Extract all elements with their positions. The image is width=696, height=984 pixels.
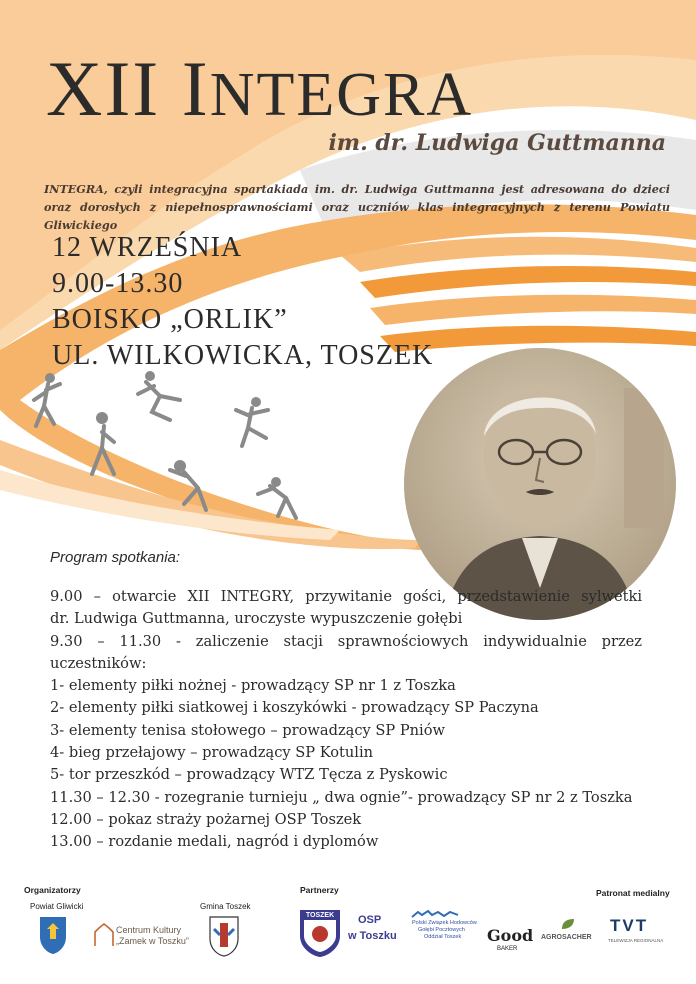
powiat-label: Powiat Gliwicki bbox=[30, 902, 84, 911]
pigeon-line2: Gołębi Pocztowych bbox=[418, 927, 465, 933]
coat-of-arms-powiat-icon bbox=[38, 915, 68, 955]
centrum-line2: „Zamek w Toszku” bbox=[116, 936, 189, 946]
list-item: 3- elementy tenisa stołowego – prowadzący SP Pniów bbox=[50, 721, 446, 739]
good-baker-line2: BAKER bbox=[497, 946, 518, 952]
organizers-label: Organizatorzy bbox=[24, 885, 81, 895]
event-place: BOISKO „ORLIK” bbox=[52, 304, 288, 335]
centrum-line1: Centrum Kultury bbox=[116, 925, 182, 935]
pigeon-logo-icon bbox=[410, 909, 460, 919]
list-item: 11.30 – 12.30 - rozegranie turnieju „ dwa ognie”- prowadzący SP nr 2 z Toszka bbox=[50, 788, 633, 806]
portrait-photo-icon bbox=[404, 348, 676, 620]
list-item: 9.30 – 11.30 - zaliczenie stacji sprawnościowych indywidualnie przez bbox=[50, 632, 642, 650]
list-item: 12.00 – pokaz straży pożarnej OSP Toszek bbox=[50, 810, 362, 828]
event-time: 9.00-13.30 bbox=[52, 268, 184, 299]
toszek-badge-text: TOSZEK bbox=[305, 912, 335, 919]
list-item: 1- elementy piłki nożnej - prowadzący SP nr 1 z Toszka bbox=[50, 677, 456, 695]
list-item: dr. Ludwiga Guttmanna, uroczyste wypuszczenie gołębi bbox=[50, 610, 463, 628]
partners-label: Partnerzy bbox=[300, 885, 339, 895]
event-details bbox=[52, 230, 433, 374]
fire-brigade-badge-icon bbox=[298, 906, 342, 958]
list-item: 9.00 – otwarcie XII INTEGRY, przywitanie gości, przedstawienie sylwetki bbox=[50, 588, 642, 605]
subtitle: im. dr. Ludwiga Guttmanna bbox=[328, 130, 666, 156]
intro-text: INTEGRA, czyli integracyjna spartakiada im. dr. Ludwiga Guttmanna jest adresowana do dzieci oraz dorosłych z niepełnosprawnościami oraz uczniów klas integracyjnych z terenu Powiatu Gliwickiego bbox=[44, 182, 670, 232]
pigeon-line1: Polski Związek Hodowców bbox=[412, 920, 477, 926]
agrosacher-text: AGROSACHER bbox=[541, 934, 592, 941]
athlete-figures-icon bbox=[30, 370, 310, 520]
gmina-label: Gmina Toszek bbox=[200, 902, 251, 911]
page-title: XII INTEGRA bbox=[46, 45, 474, 132]
osp-line2: w Toszku bbox=[348, 930, 397, 942]
tvt-logo: TVT bbox=[610, 916, 649, 935]
castle-logo-icon bbox=[93, 922, 115, 948]
list-item: 4- bieg przełajowy – prowadzący SP Kotulin bbox=[50, 744, 374, 762]
list-item: 5- tor przeszkód – prowadzący WTZ Tęcza z Pyskowic bbox=[50, 766, 448, 784]
program-heading: Program spotkania: bbox=[50, 549, 181, 566]
patronat-label: Patronat medialny bbox=[596, 888, 670, 898]
pigeon-line3: Oddział Toszek bbox=[424, 934, 462, 940]
event-date: 12 WRZEŚNIA bbox=[52, 232, 243, 263]
list-item: uczestników: bbox=[50, 654, 147, 672]
agrosacher-leaf-icon bbox=[560, 917, 576, 931]
tvt-subtitle: TELEWIZJA REGIONALNA bbox=[608, 938, 664, 943]
list-item: 13.00 – rozdanie medali, nagród i dyplomów bbox=[50, 833, 379, 851]
coat-of-arms-gmina-icon bbox=[208, 915, 240, 957]
event-address: UL. WILKOWICKA, TOSZEK bbox=[52, 340, 434, 371]
osp-line1: OSP bbox=[358, 914, 382, 926]
list-item: 2- elementy piłki siatkowej i koszykówki - prowadzący SP Paczyna bbox=[50, 699, 539, 717]
good-baker-line1: Good bbox=[487, 926, 534, 945]
program-list bbox=[50, 586, 642, 854]
